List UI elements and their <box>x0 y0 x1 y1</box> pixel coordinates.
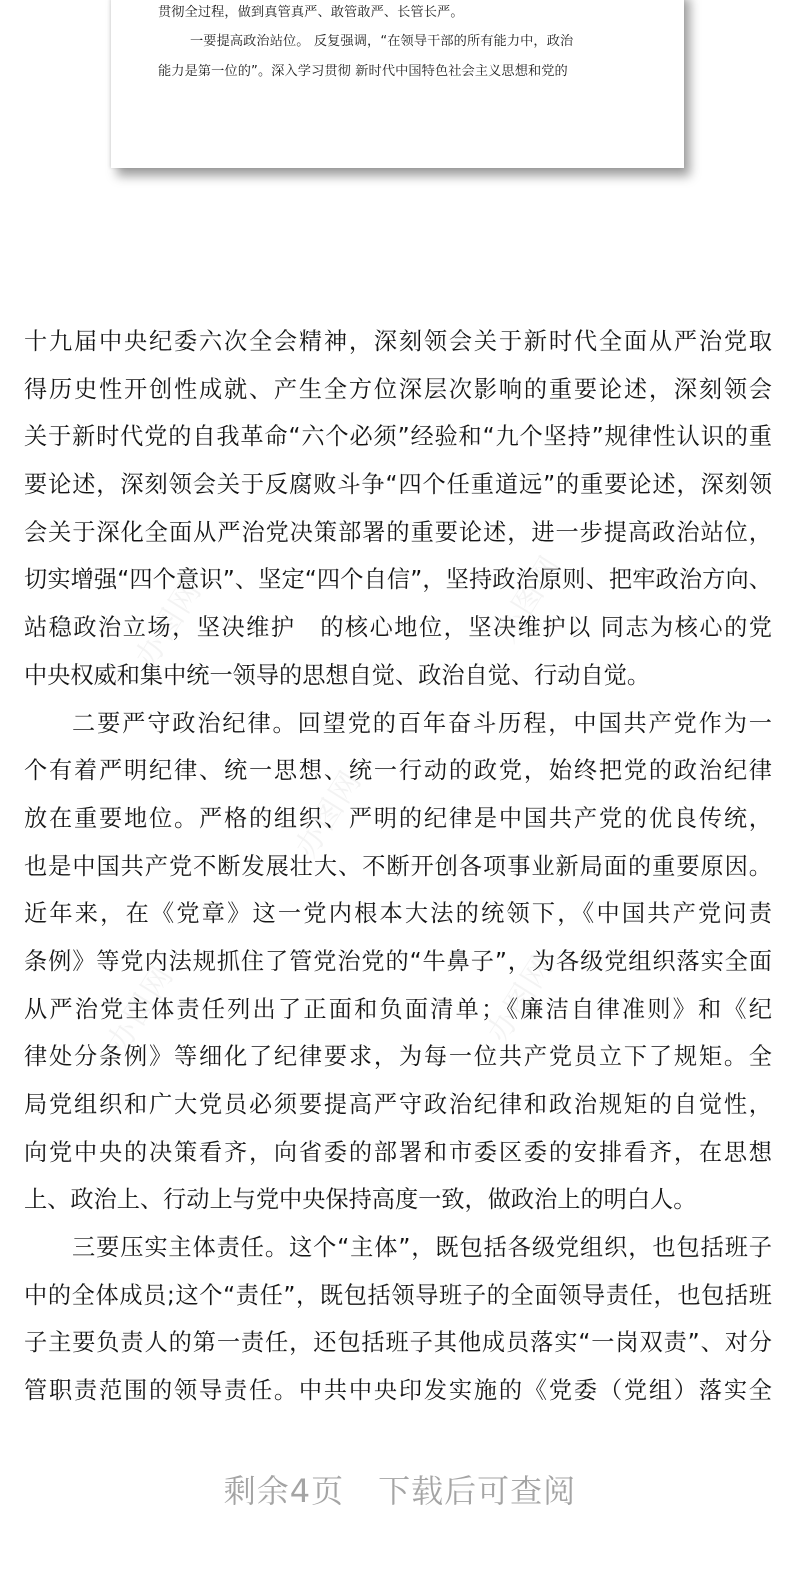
text-line: 中央权威和集中统一领导的思想自觉、政治自觉、行动自觉。 <box>24 661 651 689</box>
text-line: 律处分条例》等细化了纪律要求，为每一位共产党员立下了规矩。全 <box>24 1043 772 1071</box>
preview-line: 贯彻全过程，做到真管真严、敢管敢严、长管长严。 <box>158 5 464 20</box>
watermark: 办图网 <box>480 948 562 1049</box>
text-line: 要论述，深刻领会关于反腐败斗争“四个任重道远”的重要论述，深刻领 <box>24 471 772 499</box>
text-line: 切实增强“四个意识”、坚定“四个自信”，坚持政治原则、把牢政治方向、 <box>24 566 772 594</box>
watermark: 办图网 <box>128 573 210 674</box>
text-line: 十九届中央纪委六次全会精神，深刻领会关于新时代全面从严治党取 <box>24 328 772 355</box>
text-line: 会关于深化全面从严治党决策部署的重要论述，进一步提高政治站位， <box>24 518 772 546</box>
page-preview-card <box>111 0 684 168</box>
text-line: 管职责范围的领导责任。中共中央印发实施的《党委（党组）落实全 <box>24 1377 772 1405</box>
download-to-read-more-prompt[interactable] <box>0 1466 800 1512</box>
text-line: 个有着严明纪律、统一思想、统一行动的政党，始终把党的政治纪律 <box>24 757 772 785</box>
preview-line: 能力是第一位的”。深入学习贯彻 新时代中国特色社会主义思想和党的 <box>158 64 568 79</box>
text-line: 局党组织和广大党员必须要提高严守政治纪律和政治规矩的自觉性， <box>24 1091 772 1118</box>
text-line: 得历史性开创性成就、产生全方位深层次影响的重要论述，深刻领会 <box>24 375 772 403</box>
document-body <box>24 318 772 1415</box>
text-line: 子主要负责人的第一责任，还包括班子其他成员落实“一岗双责”、对分 <box>24 1329 772 1357</box>
remaining-pages-label: 剩余4页 <box>223 1472 345 1510</box>
text-line: 向党中央的决策看齐，向省委的部署和市委区委的安排看齐，在思想 <box>24 1138 772 1166</box>
text-line: 近年来，在《党章》这一党内根本大法的统领下，《中国共产党问责 <box>24 900 772 928</box>
text-line: 站稳政治立场，坚决维护 的核心地位，坚决维护以 同志为核心的党 <box>24 614 772 642</box>
download-hint-label: 下载后可查阅 <box>378 1472 577 1510</box>
text-line: 中的全体成员;这个“责任”，既包括领导班子的全面领导责任，也包括班 <box>24 1281 772 1309</box>
text-line: 也是中国共产党不断发展壮大、不断开创各项事业新局面的重要原因。 <box>24 852 772 880</box>
text-line: 关于新时代党的自我革命“六个必须”经验和“九个坚持”规律性认识的重 <box>24 423 772 451</box>
paragraph-heading-line: 二要严守政治纪律。回望党的百年奋斗历程，中国共产党作为一 <box>72 709 772 737</box>
text-line: 上、政治上、行动上与党中央保持高度一致，做政治上的明白人。 <box>24 1186 697 1214</box>
text-line: 放在重要地位。严格的组织、严明的纪律是中国共产党的优良传统， <box>24 804 772 832</box>
watermark: 办图网 <box>100 958 182 1059</box>
text-line: 条例》等党内法规抓住了管党治党的“牛鼻子”，为各级党组织落实全面 <box>24 947 772 975</box>
watermark: 办图网 <box>488 548 570 649</box>
paragraph-heading-line: 三要压实主体责任。这个“主体”，既包括各级党组织，也包括班子 <box>72 1234 772 1262</box>
preview-line: 一要提高政治站位。 反复强调，“在领导干部的所有能力中，政治 <box>190 34 574 49</box>
watermark: 办图网 <box>288 763 370 864</box>
text-line: 从严治党主体责任列出了正面和负面清单；《廉洁自律准则》和《纪 <box>24 995 772 1023</box>
